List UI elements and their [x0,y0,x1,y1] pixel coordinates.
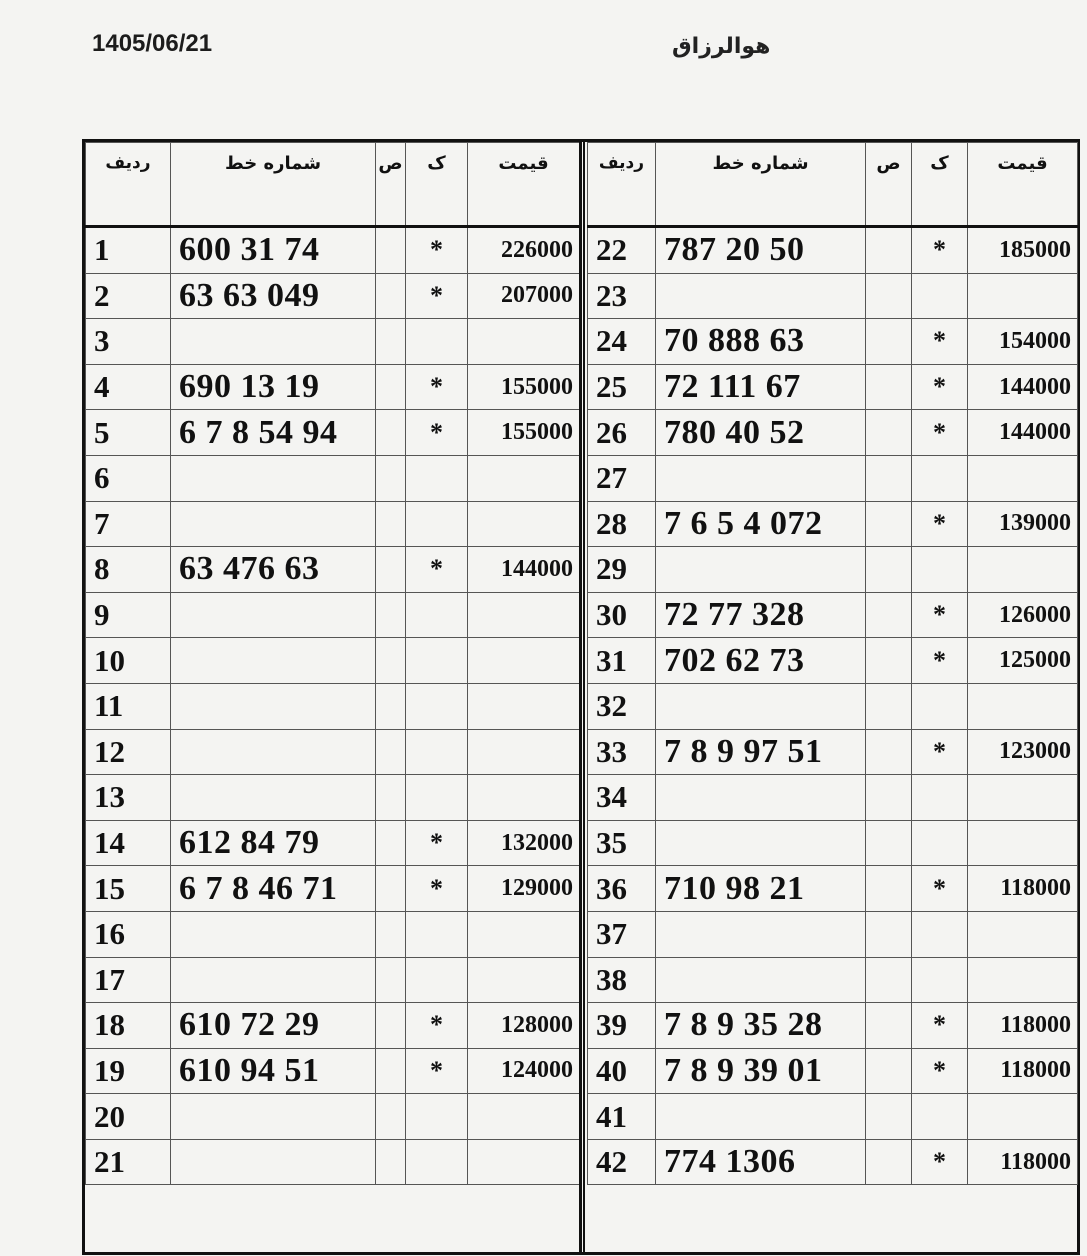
kaf-mark: * [912,501,968,547]
left-table-body [86,227,580,1185]
table-row [588,273,1078,319]
row-price: 129000 [468,866,580,912]
row-index: 28 [588,501,656,547]
row-price [968,911,1078,957]
table-row [588,547,1078,593]
table-row [588,592,1078,638]
row-index: 12 [86,729,171,775]
row-index: 29 [588,547,656,593]
line-number [171,455,376,501]
table-divider [579,142,585,1252]
table-row [86,775,580,821]
right-header-sad: ص [866,143,912,227]
line-number: 610 72 29 [171,1003,376,1049]
row-price [468,729,580,775]
row-index: 36 [588,866,656,912]
table-row [86,683,580,729]
row-price: 144000 [468,547,580,593]
line-number [171,683,376,729]
row-index: 37 [588,911,656,957]
row-index: 6 [86,455,171,501]
row-price: 125000 [968,638,1078,684]
table-row [588,1048,1078,1094]
row-index: 16 [86,911,171,957]
row-price: 139000 [968,501,1078,547]
sad-mark [376,319,406,365]
table-row [86,364,580,410]
row-price [468,1139,580,1185]
line-number [656,957,866,1003]
kaf-mark: * [912,866,968,912]
sad-mark [866,501,912,547]
table-row [86,729,580,775]
table-row [86,866,580,912]
line-number [171,911,376,957]
kaf-mark [406,1094,468,1140]
line-number [171,592,376,638]
table-row [588,729,1078,775]
kaf-mark [912,957,968,1003]
row-index: 39 [588,1003,656,1049]
line-number: 72 111 67 [656,364,866,410]
left-header-sad: ص [376,143,406,227]
row-index: 20 [86,1094,171,1140]
row-price: 118000 [968,1048,1078,1094]
right-table-body [588,227,1078,1185]
row-price: 118000 [968,1139,1078,1185]
right-price-table [587,142,1078,1185]
table-row [588,683,1078,729]
table-row [86,820,580,866]
table-row [588,455,1078,501]
row-price [468,455,580,501]
sad-mark [376,866,406,912]
row-price: 128000 [468,1003,580,1049]
kaf-mark [912,775,968,821]
table-row [588,638,1078,684]
kaf-mark: * [406,820,468,866]
row-price [468,319,580,365]
line-number: 612 84 79 [171,820,376,866]
row-price [968,820,1078,866]
table-row [588,319,1078,365]
row-price [468,1094,580,1140]
row-index: 10 [86,638,171,684]
row-index: 26 [588,410,656,456]
sad-mark [376,775,406,821]
table-row [588,410,1078,456]
sad-mark [376,1139,406,1185]
row-index: 3 [86,319,171,365]
line-number [656,1094,866,1140]
row-price [468,683,580,729]
line-number [171,729,376,775]
line-number: 63 63 049 [171,273,376,319]
line-number [656,455,866,501]
sad-mark [866,592,912,638]
row-index: 34 [588,775,656,821]
sad-mark [866,1003,912,1049]
sad-mark [376,227,406,274]
sad-mark [866,364,912,410]
table-row [588,364,1078,410]
line-number: 7 8 9 39 01 [656,1048,866,1094]
line-number: 7 8 9 97 51 [656,729,866,775]
row-price: 123000 [968,729,1078,775]
kaf-mark: * [912,592,968,638]
kaf-mark [912,273,968,319]
row-index: 4 [86,364,171,410]
line-number [171,638,376,684]
row-index: 32 [588,683,656,729]
table-row [588,1094,1078,1140]
line-number: 690 13 19 [171,364,376,410]
line-number [171,1139,376,1185]
row-index: 35 [588,820,656,866]
sad-mark [376,638,406,684]
row-index: 24 [588,319,656,365]
kaf-mark [912,455,968,501]
kaf-mark: * [912,1139,968,1185]
sad-mark [866,775,912,821]
line-number: 7 6 5 4 072 [656,501,866,547]
sad-mark [376,1094,406,1140]
right-header-line-number: شماره خط [656,143,866,227]
kaf-mark [406,592,468,638]
row-price: 144000 [968,410,1078,456]
line-number [171,501,376,547]
kaf-mark [406,1139,468,1185]
left-header-index: ردیف [86,143,171,227]
sad-mark [866,683,912,729]
sad-mark [866,319,912,365]
sad-mark [866,911,912,957]
right-header-index: ردیف [588,143,656,227]
row-price [468,911,580,957]
kaf-mark [912,547,968,593]
kaf-mark: * [912,1048,968,1094]
sad-mark [376,729,406,775]
row-price [968,957,1078,1003]
sad-mark [866,273,912,319]
table-row [588,866,1078,912]
table-row [86,319,580,365]
line-number: 787 20 50 [656,227,866,274]
row-price: 226000 [468,227,580,274]
kaf-mark [406,729,468,775]
row-price [968,775,1078,821]
row-index: 17 [86,957,171,1003]
row-price: 126000 [968,592,1078,638]
sad-mark [376,410,406,456]
row-price: 124000 [468,1048,580,1094]
line-number: 63 476 63 [171,547,376,593]
line-number: 6 7 8 46 71 [171,866,376,912]
sad-mark [866,1139,912,1185]
right-header-row [588,143,1078,227]
sad-mark [376,455,406,501]
sad-mark [376,911,406,957]
row-index: 15 [86,866,171,912]
line-number: 7 8 9 35 28 [656,1003,866,1049]
sad-mark [866,1048,912,1094]
row-index: 8 [86,547,171,593]
sad-mark [376,364,406,410]
table-row [86,1048,580,1094]
sad-mark [866,455,912,501]
price-sheet [82,139,1080,1255]
row-price [468,638,580,684]
table-row [86,957,580,1003]
line-number [656,820,866,866]
table-row [588,820,1078,866]
sad-mark [376,1003,406,1049]
line-number: 6 7 8 54 94 [171,410,376,456]
table-row [86,501,580,547]
row-price: 207000 [468,273,580,319]
row-index: 19 [86,1048,171,1094]
row-price: 154000 [968,319,1078,365]
sad-mark [866,1094,912,1140]
kaf-mark: * [406,547,468,593]
row-index: 11 [86,683,171,729]
table-row [86,273,580,319]
table-row [588,1003,1078,1049]
row-index: 22 [588,227,656,274]
kaf-mark: * [406,1003,468,1049]
table-row [86,410,580,456]
sad-mark [376,501,406,547]
row-price: 185000 [968,227,1078,274]
line-number [656,547,866,593]
row-price [968,273,1078,319]
left-table-panel [85,142,579,1185]
kaf-mark: * [406,866,468,912]
kaf-mark: * [912,319,968,365]
sad-mark [866,638,912,684]
kaf-mark: * [912,638,968,684]
kaf-mark: * [912,729,968,775]
row-index: 27 [588,455,656,501]
table-row [86,1003,580,1049]
kaf-mark [912,911,968,957]
document-heading: هوالرزاق [672,34,771,59]
line-number: 710 98 21 [656,866,866,912]
left-price-table [85,142,580,1185]
row-price [968,1094,1078,1140]
kaf-mark [912,683,968,729]
line-number [656,911,866,957]
kaf-mark [406,455,468,501]
line-number [656,273,866,319]
right-header-price: قیمت [968,143,1078,227]
table-row [86,638,580,684]
row-index: 2 [86,273,171,319]
line-number [171,1094,376,1140]
line-number [171,319,376,365]
kaf-mark [406,911,468,957]
sad-mark [376,547,406,593]
table-row [588,501,1078,547]
kaf-mark: * [912,1003,968,1049]
kaf-mark [406,501,468,547]
line-number: 70 888 63 [656,319,866,365]
row-price [968,683,1078,729]
right-table-panel [587,142,1077,1185]
sad-mark [866,866,912,912]
document-date: 1405/06/21 [92,30,213,57]
sad-mark [866,729,912,775]
kaf-mark: * [406,1048,468,1094]
row-index: 13 [86,775,171,821]
row-index: 5 [86,410,171,456]
table-row [86,592,580,638]
table-row [86,227,580,274]
line-number: 702 62 73 [656,638,866,684]
row-price [468,592,580,638]
row-price: 155000 [468,364,580,410]
kaf-mark: * [406,364,468,410]
sad-mark [866,820,912,866]
line-number: 780 40 52 [656,410,866,456]
kaf-mark [406,319,468,365]
row-index: 33 [588,729,656,775]
line-number: 600 31 74 [171,227,376,274]
kaf-mark: * [406,273,468,319]
row-index: 7 [86,501,171,547]
sad-mark [376,1048,406,1094]
kaf-mark [406,638,468,684]
sad-mark [866,227,912,274]
sad-mark [376,683,406,729]
table-row [86,1094,580,1140]
row-index: 21 [86,1139,171,1185]
table-row [588,911,1078,957]
kaf-mark: * [912,227,968,274]
row-price [968,455,1078,501]
right-header-kaf: ک [912,143,968,227]
table-row [588,957,1078,1003]
table-row [86,911,580,957]
sad-mark [376,273,406,319]
kaf-mark: * [912,410,968,456]
row-index: 31 [588,638,656,684]
line-number [171,957,376,1003]
sad-mark [376,820,406,866]
line-number [656,683,866,729]
row-index: 14 [86,820,171,866]
row-price: 132000 [468,820,580,866]
line-number: 774 1306 [656,1139,866,1185]
table-row [588,1139,1078,1185]
sad-mark [866,547,912,593]
sad-mark [866,957,912,1003]
table-row [86,1139,580,1185]
row-price: 118000 [968,866,1078,912]
row-price: 118000 [968,1003,1078,1049]
table-row [588,227,1078,274]
kaf-mark [912,820,968,866]
sad-mark [376,957,406,1003]
table-row [86,547,580,593]
row-index: 38 [588,957,656,1003]
line-number [656,775,866,821]
row-index: 42 [588,1139,656,1185]
row-price [468,957,580,1003]
left-header-price: قیمت [468,143,580,227]
sad-mark [866,410,912,456]
table-row [86,455,580,501]
left-header-line-number: شماره خط [171,143,376,227]
row-price: 144000 [968,364,1078,410]
line-number [171,775,376,821]
kaf-mark [912,1094,968,1140]
row-index: 18 [86,1003,171,1049]
row-index: 41 [588,1094,656,1140]
row-index: 40 [588,1048,656,1094]
row-index: 1 [86,227,171,274]
left-header-row [86,143,580,227]
kaf-mark [406,775,468,821]
row-price: 155000 [468,410,580,456]
kaf-mark [406,683,468,729]
sad-mark [376,592,406,638]
row-price [968,547,1078,593]
row-index: 23 [588,273,656,319]
line-number: 72 77 328 [656,592,866,638]
row-index: 25 [588,364,656,410]
kaf-mark [406,957,468,1003]
line-number: 610 94 51 [171,1048,376,1094]
row-index: 9 [86,592,171,638]
row-price [468,775,580,821]
table-row [588,775,1078,821]
row-price [468,501,580,547]
kaf-mark: * [406,227,468,274]
kaf-mark: * [912,364,968,410]
left-header-kaf: ک [406,143,468,227]
row-index: 30 [588,592,656,638]
kaf-mark: * [406,410,468,456]
